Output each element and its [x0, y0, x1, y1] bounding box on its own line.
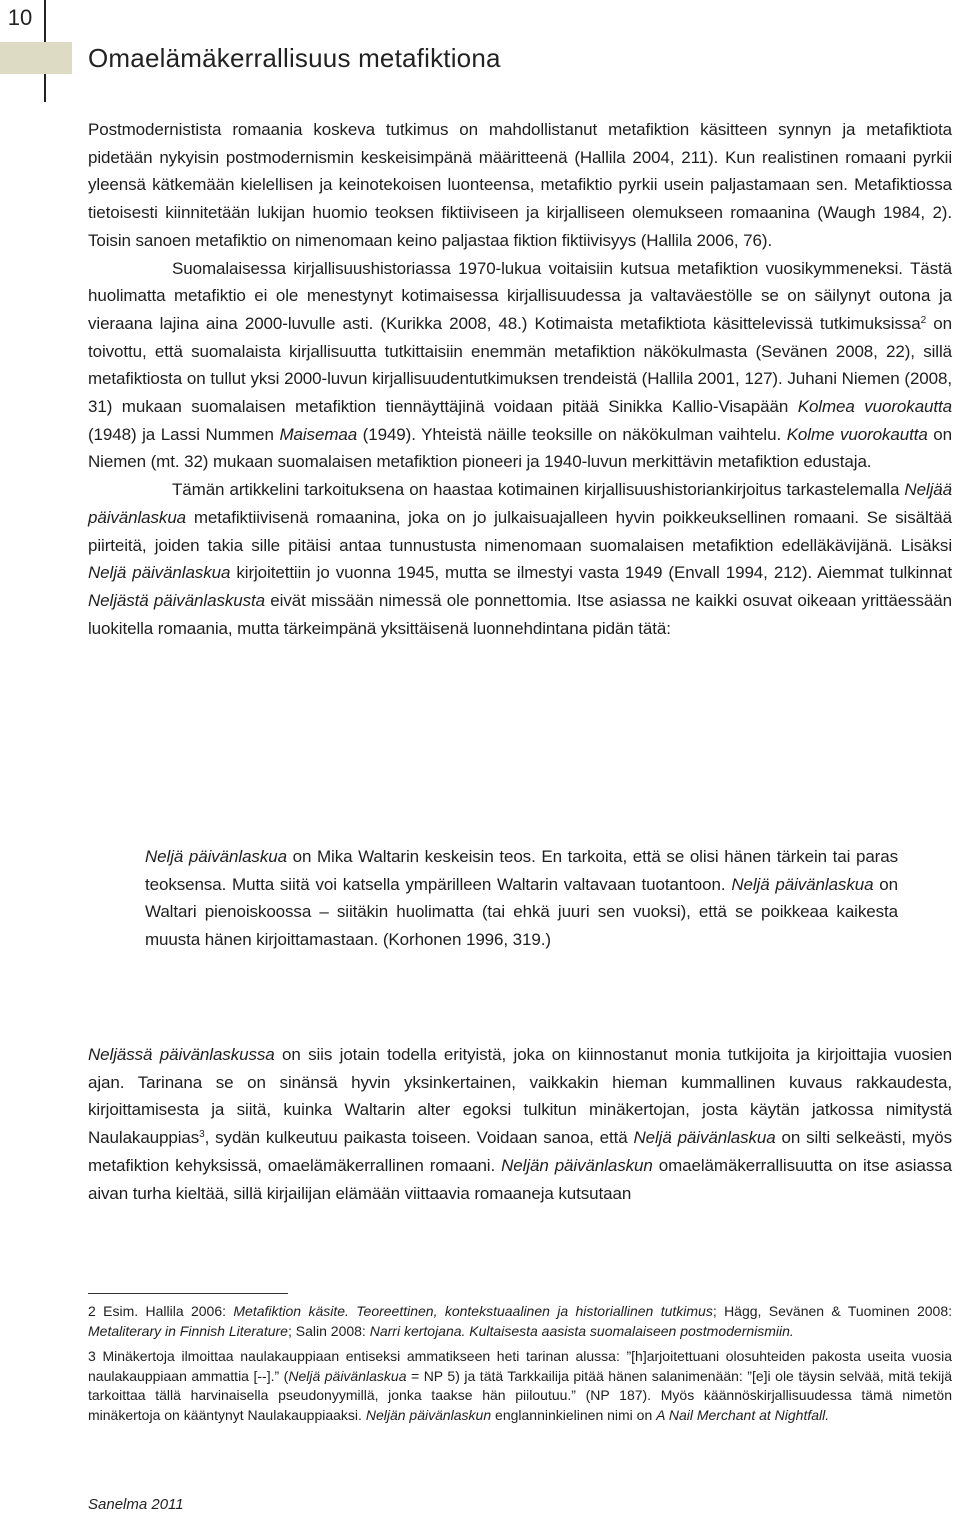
- body-text: [88, 116, 952, 642]
- quote-paragraph: [145, 843, 898, 954]
- text-run: (1949). Yhteistä näille teoksille on näkökulman vaihtelu.: [357, 424, 787, 444]
- text-run: on silti selkeästi, myös metafiktion kehyksissä, omaelämäkerrallinen romaani.: [88, 1128, 952, 1175]
- text-run: englanninkielinen nimi on: [491, 1406, 657, 1423]
- book-title: Neljä päivänlaskua: [633, 1128, 776, 1148]
- text-run: kirjoitettiin jo vuonna 1945, mutta se ilmestyi vasta 1949 (Envall 1994, 212). Aiemmat tulkinnat: [230, 563, 952, 583]
- paragraph-3: [88, 476, 952, 642]
- text-run: Postmodernistista romaania koskeva tutkimus on mahdollistanut metafiktion käsitteen synnyn ja metafiktiota pidetään nykyisin postmodernismin keskeisimpänä määritteenä (Hallila 2004, 211). Kun realistinen romaani pyrkii yleensä kätkemään kielellisen ja keinotekoisen luonteensa, metafiktio pyrkii usein paljastamaan sen. Metafiktiossa tietoisesti kiinnitetään lukijan huomio teoksen fiktiiviseen ja kirjalliseen olemukseen romaanina (Waugh 1984, 2). Toisin sanoen metafiktio on nimenomaan keino paljastaa fiktion fiktiivisyys (Hallila 2006, 76).: [88, 120, 952, 250]
- paragraph-4: [88, 1041, 952, 1207]
- page-number: 10: [7, 5, 33, 30]
- text-run: , sydän kulkeutuu paikasta toiseen. Voidaan sanoa, että: [204, 1128, 634, 1148]
- text-run: ; Hägg, Sevänen & Tuominen 2008:: [712, 1303, 952, 1319]
- chapter-title: Omaelämäkerrallisuus metafiktiona: [88, 43, 501, 73]
- footnote-ref-3: 3: [199, 1129, 205, 1141]
- book-title: Neljän päivänlaskun: [501, 1155, 653, 1175]
- paragraph-2: [88, 255, 952, 477]
- text-run: Suomalaisessa kirjallisuushistoriassa 1970-lukua voitaisiin kutsua metafiktion vuosikymmeneksi. Tästä huolimatta metafiktio ei ole menestynyt kotimaisessa kirjallisuudessa ja valtaväestölle se on säilynyt outona ja vieraana lajina aina 2000-luvulle asti. (Kurikka 2008, 48.) Kotimaista metafiktiota käsittelevissä tutkimuksissa: [88, 258, 952, 333]
- text-run: ; Salin 2008:: [287, 1322, 370, 1339]
- page-footer: Sanelma 2011: [88, 1496, 184, 1513]
- text-run: metafiktiivisenä romaanina, joka on jo julkaisuajalleen hyvin poikkeuksellinen romaani. Se sisältää piirteitä, joiden takia sille pitäisi antaa tunnustusta nimenomaan suomalaisen metafiktion edelläkävijänä. Lisäksi: [88, 507, 952, 555]
- text-run: on Waltari pienoiskoossa – siitäkin huolimatta (tai ehkä juuri sen vuoksi), että se poikkeaa kaikesta muusta hänen kirjoittamastaan. (Korhonen 1996, 319.): [145, 874, 898, 950]
- book-title: Neljästä päivänlaskusta: [88, 590, 265, 610]
- header-accent-band: [0, 42, 72, 74]
- book-title: Narri kertojana. Kultaisesta aasista suomalaiseen postmodernismiin.: [369, 1322, 794, 1339]
- footnote-divider: [88, 1293, 288, 1294]
- book-title: Kolmea vuorokautta: [797, 397, 952, 417]
- block-quote: [145, 843, 898, 954]
- footnote-ref-2: 2: [920, 314, 927, 326]
- body-text-continued: [88, 1041, 952, 1207]
- footnotes: [88, 1302, 952, 1432]
- paragraph-1: [88, 116, 952, 255]
- book-title: Neljän päivänlaskun: [365, 1406, 492, 1423]
- text-run: eivät missään nimessä ole ponnettomia. Itse asiassa ne kaikki osuvat oikeaan yrittäessään luokitella romaania, mutta tärkeimpänä yksittäisenä luonnehdintana pidän tätä:: [88, 590, 952, 638]
- text-run: 3 Minäkertoja ilmoittaa naulakauppiaan entiseksi ammatikseen heti tarinan alussa: ”[h]arjoitettuani olosuhteiden pakosta useita vuosia naulakauppiaan ammattia [--].” (: [88, 1348, 952, 1384]
- book-title: Neljä päivänlaskua: [88, 563, 231, 583]
- text-run: on siis jotain todella erityistä, joka on kiinnostanut monia tutkijoita ja kirjoittajia vuosien ajan. Tarinana se on sinänsä hyvin yksinkertainen, vaikkakin hieman kummallinen kuvaus rakkaudesta, kirjoittamisesta ja siitä, kuinka Waltarin alter egoksi tulkitun minäkertojan, josta käytän jatkossa nimitystä Naulakauppias: [88, 1045, 952, 1148]
- book-title: A Nail Merchant at Nightfall.: [656, 1406, 830, 1423]
- book-title: Neljä päivänlaskua: [288, 1367, 407, 1384]
- text-run: Tämän artikkelini tarkoituksena on haastaa kotimainen kirjallisuushistoriankirjoitus tarkastelemalla: [172, 480, 905, 500]
- book-title: Neljässä päivänlaskussa: [88, 1045, 275, 1064]
- book-title: Kolme vuorokautta: [786, 424, 928, 444]
- book-title: Metafiktion käsite. Teoreettinen, kontekstuaalinen ja historiallinen tutkimus: [233, 1303, 713, 1319]
- book-title: Neljä päivänlaskua: [145, 847, 287, 866]
- book-title: Maisemaa: [279, 424, 358, 444]
- text-run: 2 Esim. Hallila 2006:: [88, 1303, 234, 1319]
- book-title: Neljä päivänlaskua: [731, 874, 874, 894]
- text-run: (1948) ja Lassi Nummen: [88, 424, 280, 444]
- book-title: Metaliterary in Finnish Literature: [88, 1322, 288, 1339]
- text-run: = NP 5) ja tätä Tarkkailija pitää hänen salanimenään: ”[e]i ole täysin selvää, mitä tekijä tarkoittaa tällä harvinaisella pseudonyymillä, jonka taakse hän piiloutuu.” (NP 187). Myös käännöskirjallisuudessa tämä nimetön minäkertoja on kääntynyt Naulakauppiaaksi.: [88, 1367, 952, 1423]
- book-title: Neljää päivänlaskua: [88, 480, 952, 527]
- text-run: omaelämäkerrallisuutta on itse asiassa aivan turha kieltää, sillä kirjailijan elämään viittaavia romaaneja kutsutaan: [88, 1155, 952, 1203]
- text-run: on Niemen (mt. 32) mukaan suomalaisen metafiktion pioneeri ja 1940-luvun merkittävin metafiktion edustaja.: [88, 424, 952, 472]
- text-run: on toivottu, että suomalaista kirjallisuutta tutkittaisiin enemmän metafiktion näkökulmasta (Sevänen 2008, 22), sillä metafiktiosta on tullut yksi 2000-luvun kirjallisuudentutkimuksen trendeistä (Hallila 2001, 127). Juhani Niemen (2008, 31) mukaan suomalaisen metafiktion tiennäyttäjinä voidaan pitää Sinikka Kallio-Visapään: [88, 313, 952, 417]
- footnote-2: [88, 1302, 952, 1341]
- text-run: on Mika Waltarin keskeisin teos. En tarkoita, että se olisi hänen tärkein tai paras teoksensa. Mutta siitä voi katsella ympärilleen Waltarin valtavaan tuotantoon.: [145, 847, 898, 894]
- footnote-3: [88, 1347, 952, 1425]
